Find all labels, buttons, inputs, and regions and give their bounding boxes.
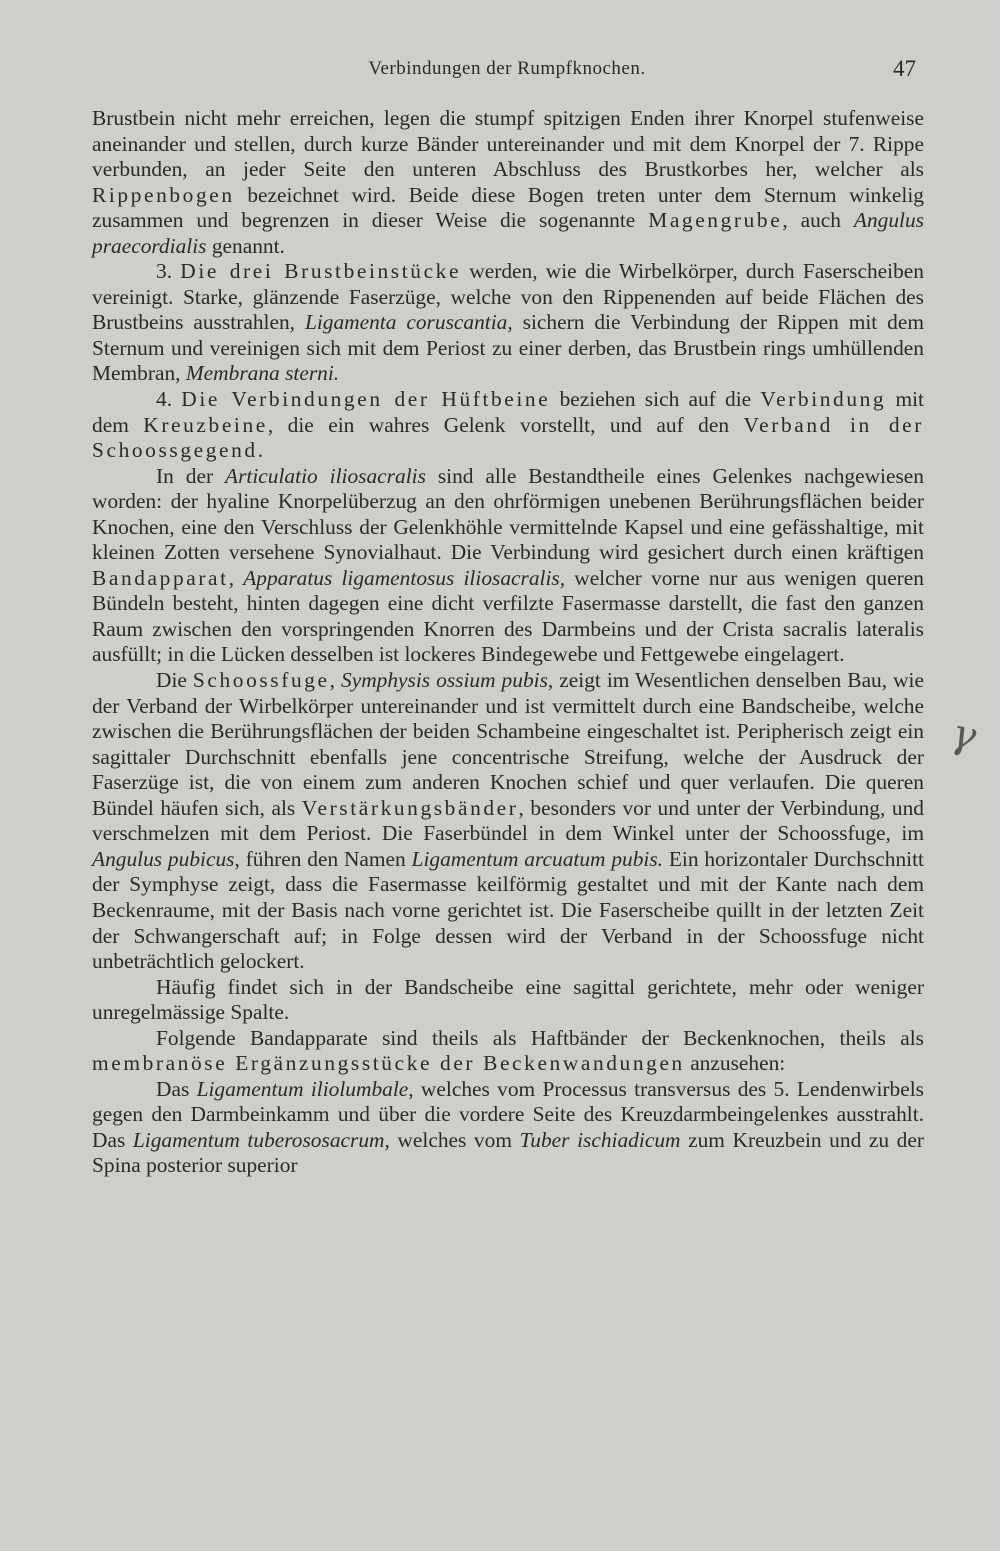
spaced-emphasis: Die drei Brustbeinstücke	[180, 259, 462, 284]
running-title: Verbindungen der Rumpfknochen.	[368, 58, 646, 79]
text-run: Ein horizontaler Durchschnitt der Symphyse zeigt, dass die Fasermasse keilförmig gestaltet und mit der Kante nach dem Beckenraume, mit der Basis nach vorne gerichtet ist. Die Faserscheibe quillt in der letzten Zeit der Schwangerschaft auf; in Folge dessen wird der Verband in der Schoossfuge nicht unbeträchtlich gelockert.	[92, 846, 924, 974]
italic-term: Apparatus ligamentosus iliosacralis,	[243, 565, 566, 590]
text-run: In der	[156, 463, 226, 488]
text-run: , zeigt im Wesentlichen denselben Bau, wie der Verband der Wirbelkörper untereinander und ist vermittelt durch eine Bandscheibe, welche zwischen die Berührungsflächen der beiden Schambeine eingeschaltet ist. Peripherisch zeigt ein sagittaler Durchschnitt ebenfalls jene concentrische Streifung, welche der Ausdruck der Faserzüge ist, die von einem zum anderen Knochen schief und quer verlaufen. Die queren Bündel häufen sich, als	[92, 668, 924, 820]
text-run: werden, wie die Wirbelkörper, durch Faserscheiben vereinigt. Starke, glänzende Faserzüge, welche von den Rippenenden auf beide Flächen des Brustbeins ausstrahlen,	[92, 259, 924, 335]
text-run: Folgende Bandapparate sind theils als Haftbänder der Beckenknochen, theils als	[156, 1025, 924, 1050]
spaced-emphasis: Verbindung	[760, 387, 887, 412]
text-run: ,	[228, 565, 244, 590]
page-number: 47	[893, 56, 916, 81]
paragraph	[92, 668, 924, 975]
text-run: Die	[156, 668, 193, 693]
text-run: Brustbein nicht mehr erreichen, legen die stumpf spitzigen Enden ihrer Knorpel stufenweise aneinander und stellen, durch kurze Bänder untereinander und mit dem Knorpel der 7. Rippe verbunden, an jeder Seite den unteren Abschluss des Brustkorbes her, welcher als	[92, 106, 924, 182]
text-run: 3.	[156, 259, 181, 284]
text-run: , führen den Namen	[234, 846, 412, 871]
paragraph	[92, 975, 924, 1026]
italic-term: Ligamenta coruscantia	[304, 310, 508, 335]
text-run: , auch	[782, 208, 854, 233]
handwritten-margin-note: γ	[947, 710, 981, 760]
text-run: bezeichnet wird. Beide diese Bogen treten unter dem Sternum winkelig zusammen und begrenzen in dieser Weise die sogenannte	[92, 182, 924, 233]
text-run: , besonders vor und unter der Verbindung, und verschmelzen mit dem Periost. Die Faserbündel in dem Winkel unter der Schoossfuge, im	[92, 795, 924, 846]
italic-term: Articulatio iliosacralis	[225, 463, 426, 488]
paragraph	[92, 464, 924, 668]
italic-term: Angulus praecordialis	[92, 208, 924, 258]
text-run: sind alle Bestandtheile eines Gelenkes nachgewiesen worden: der hyaline Knorpelüberzug an den ohrförmigen unebenen Berührungsflächen beider Knochen, eine den Verschluss der Gelenkhöhle vermittelnde Kapsel und eine gefässhaltige, mit kleinen Zotten versehene Synovialhaut. Die Verbindung wird gesichert durch einen kräftigen	[92, 463, 924, 565]
italic-term: Ligamentum arcuatum pubis.	[411, 846, 664, 871]
spaced-emphasis: Verband in der Schoossgegend	[92, 412, 924, 463]
paragraph	[92, 106, 924, 259]
italic-term: Tuber ischiadicum	[519, 1127, 681, 1152]
text-run: welcher vorne nur aus wenigen queren Bündeln besteht, hinten dagegen eine dicht verfilzte Fasermasse darstellt, die fast den ganzen Raum zwischen den vorspringenden Knorren des Darmbeins und der Crista sacralis lateralis ausfüllt; in die Lücken desselben ist lockeres Bindegewebe und Fettgewebe eingelagert.	[92, 565, 924, 667]
body-text	[92, 106, 924, 1179]
text-run: ,	[329, 668, 341, 693]
spaced-emphasis: Schoossfuge	[192, 668, 330, 693]
text-run: beziehen sich auf die	[550, 387, 761, 412]
paragraph	[92, 259, 924, 387]
text-run: anzusehen:	[684, 1051, 786, 1076]
italic-term: Ligamentum iliolumbale	[196, 1076, 409, 1101]
paragraph	[92, 387, 924, 464]
text-run: 4.	[156, 387, 182, 412]
spaced-emphasis: Die Verbindungen der Hüftbeine	[181, 387, 551, 412]
italic-term: Angulus pubicus	[92, 846, 235, 871]
text-run: , sichern die Verbindung der Rippen mit dem Sternum und vereinigen sich mit dem Periost zu einer derben, das Brustbein rings umhüllenden Membran,	[92, 310, 924, 386]
spaced-emphasis: Bandapparat	[92, 565, 229, 590]
paragraph	[92, 1077, 924, 1179]
spaced-emphasis: Magengrube	[648, 208, 783, 233]
page-header	[92, 58, 922, 88]
italic-term: Ligamentum tuberososacrum	[132, 1127, 385, 1152]
text-run: Das	[156, 1076, 197, 1101]
text-run: , welches vom Processus transversus des 5. Lendenwirbels gegen den Darmbeinkamm und über die vordere Seite des Kreuzdarmbeingelenkes ausstrahlt. Das	[92, 1076, 924, 1152]
text-run: mit dem	[92, 387, 924, 437]
paragraph	[92, 1026, 924, 1077]
text-run: zum Kreuzbein und zu der Spina posterior superior	[92, 1127, 924, 1178]
text-run: genannt.	[206, 233, 285, 258]
italic-term: Symphysis ossium pubis	[341, 668, 548, 693]
spaced-emphasis: Kreuzbeine	[143, 412, 268, 437]
spaced-emphasis: Verstärkungsbänder	[301, 795, 519, 820]
italic-term: Membrana sterni.	[185, 361, 340, 386]
spaced-emphasis: Rippenbogen	[92, 182, 235, 207]
text-run: Häufig findet sich in der Bandscheibe eine sagittal gerichtete, mehr oder weniger unregelmässige Spalte.	[92, 974, 924, 1025]
text-run: , die ein wahres Gelenk vorstellt, und auf den	[267, 412, 744, 437]
text-run: , welches vom	[384, 1127, 520, 1152]
text-run: .	[257, 438, 264, 463]
spaced-emphasis: membranöse Ergänzungsstücke der Beckenwandungen	[92, 1051, 685, 1076]
